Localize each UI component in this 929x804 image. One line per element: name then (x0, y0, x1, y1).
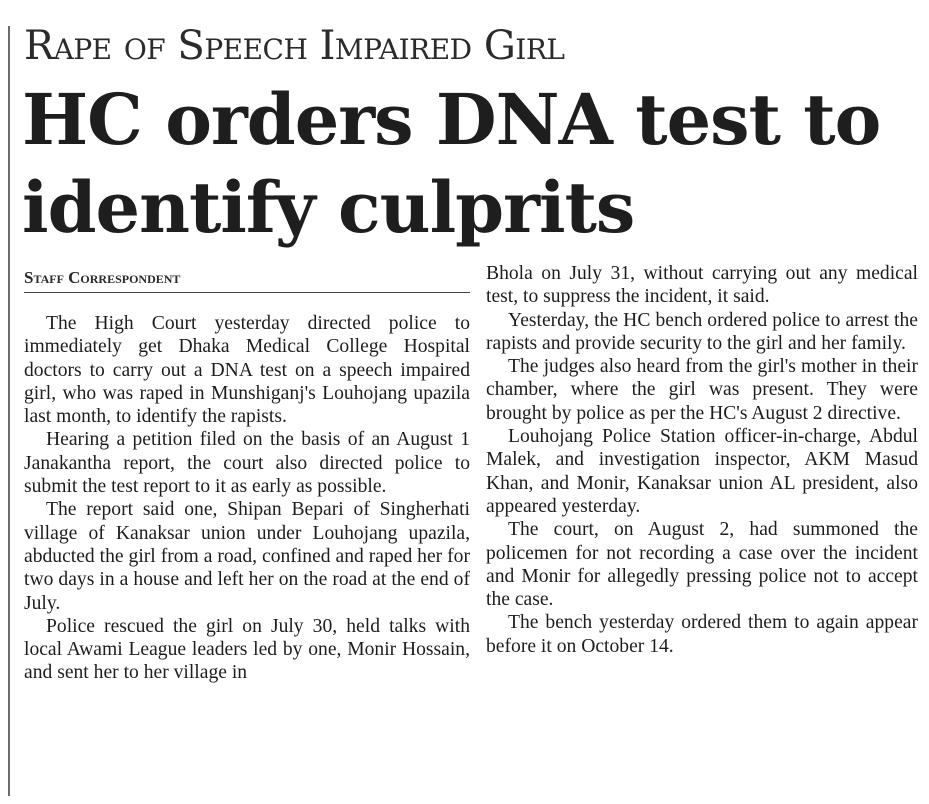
paragraph: The judges also heard from the girl's mother in their chamber, where the girl was present. They were brought by police as per the HC's August 2 directive. (486, 356, 918, 424)
paragraph: Louhojang Police Station officer-in-charge, Abdul Malek, and investigation inspector, AKM Masud Khan, and Monir, Kanaksar union AL president, also appeared yesterday. (486, 426, 918, 517)
right-text-column (486, 262, 918, 658)
headline: HC orders DNA test to identify culprits (22, 78, 881, 249)
left-text-column (24, 312, 470, 685)
paragraph: The bench yesterday ordered them to again appear before it on October 14. (486, 612, 918, 657)
paragraph: Hearing a petition filed on the basis of an August 1 Janakantha report, the court also directed police to submit the test report to it as early as possible. (24, 429, 470, 498)
paragraph: The court, on August 2, had summoned the policemen for not recording a case over the incident and Monir for allegedly pressing police not to accept the case. (486, 519, 918, 611)
paragraph: The High Court yesterday directed police to immediately get Dhaka Medical College Hospital doctors to carry out a DNA test on a speech impaired girl, who was raped in Munshiganj's Louhojang upazila last month, to identify the rapists. (24, 313, 470, 428)
paragraph: Police rescued the girl on July 30, held talks with local Awami League leaders led by one, Monir Hossain, and sent her to her village in (24, 615, 470, 684)
paragraph: Yesterday, the HC bench ordered police to arrest the rapists and provide security to the girl and her family. (486, 309, 918, 354)
left-column-rule (8, 26, 10, 796)
paragraph: The report said one, Shipan Bepari of Singherhati village of Kanaksar union under Louhojang upazila, abducted the girl from a road, confined and raped her for two days in a house and left her on the road at the end of July. (24, 499, 470, 614)
paragraph-continued: Bhola on July 31, without carrying out any medical test, to suppress the incident, it said. (486, 263, 918, 308)
byline: Staff Correspondent (24, 266, 470, 293)
kicker: Rape of Speech Impaired Girl (24, 23, 565, 69)
